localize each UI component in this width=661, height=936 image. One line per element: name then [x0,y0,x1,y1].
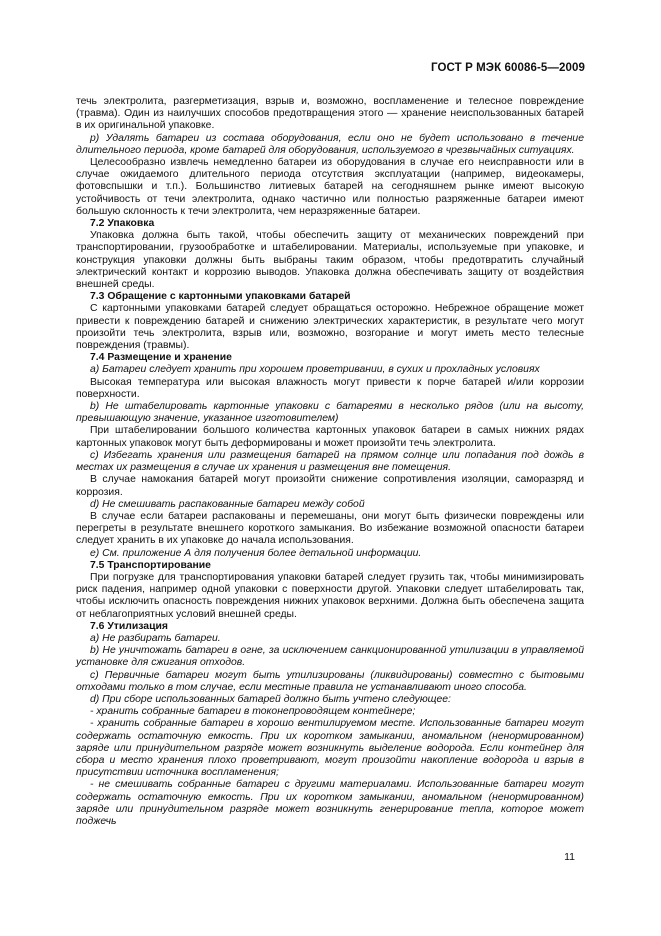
section-heading: 7.3 Обращение с картонными упаковками батарей [90,291,351,303]
paragraph: В случае если батареи распакованы и перемешаны, они могут быть физически повреждены или перегреты в результате внешнего короткого замыкания. Во избежание возможной опасности батареи следует хранить в их упаковке до начала использования. [76,510,584,547]
paragraph: Целесообразно извлечь немедленно батареи из оборудования в случае его неисправности или в случае ожидаемого длительного периода отсутствия эксплуатации (например, видеокамеры, фотовспышки и т.п.). Большинство литиевых батарей на сегодняшнем рынке имеют высокую устойчивость от течи электролита, однако частично или полностью разряженные батареи имеют большую склонность к течи электролита, чем неразряженные батареи. [76,157,584,217]
list-item: d) При сборе использованных батарей должно быть учтено следующее: [90,693,451,705]
section-heading: 7.6 Утилизация [90,620,168,632]
section-heading: 7.2 Упаковка [90,218,155,230]
list-item: - не смешивать собранные батареи с другими материалами. Использованные батареи могут содержать остаточную емкость. При их коротком замыкании, аномальном (ненормированном) заряде или принудительном разряде может возникнуть генерирование тепла, которое может поджечь [76,779,584,827]
paragraph: В случае намокания батарей могут произойти снижение сопротивления изоляции, саморазряд и коррозия. [76,474,584,498]
paragraph: течь электролита, разгерметизация, взрыв и, возможно, воспламенение и телесное повреждение (травма). Один из наилучших способов предотвращения этого — хранение неиспользованных батарей в их оригинальной упаковке. [76,96,584,132]
list-item: - хранить собранные батареи в токонепроводящем контейнере; [90,706,416,718]
list-item: a) Не разбирать батареи. [90,632,221,644]
paragraph: При погрузке для транспортирования упаковки батарей следует грузить так, чтобы минимизировать риск падения, например одной упаковки с поверхности другой. Упаковки следует штабелировать так, чтобы исключить опасность повреждения нижних упаковок верхними. Должна быть обеспечена защита от неблагоприятных условий внешней среды. [76,571,584,620]
section-heading: 7.5 Транспортирование [90,559,211,571]
list-item: b) Не штабелировать картонные упаковки с батареями в несколько рядов (или на высоту, превышающую значение, указанное изготовителем) [76,401,584,425]
list-item: c) Первичные батареи могут быть утилизированы (ликвидированы) совместно с бытовыми отходами только в том случае, если местные правила не устанавливают иного способа. [76,669,584,693]
list-item: e) См. приложение А для получения более детальной информации. [90,547,422,559]
document-header-code: ГОСТ Р МЭК 60086-5—2009 [431,62,585,74]
paragraph: С картонными упаковками батарей следует обращаться осторожно. Небрежное обращение может привести к повреждению батарей и снижению электрических характеристик, в результате чего могут произойти течь электролита, взрыв или, возможно, возгорание и могут иметь место телесные повреждения (травмы). [76,303,584,352]
list-item: d) Не смешивать распакованные батареи между собой [90,498,365,510]
list-item: b) Не уничтожать батареи в огне, за исключением санкционированной утилизации в управляемой установке для сжигания отходов. [76,645,584,669]
paragraph: Упаковка должна быть такой, чтобы обеспечить защиту от механических повреждений при транспортировании, грузообработке и штабелировании. Материалы, используемые при упаковке, и конструкция упаковки должны быть выбраны таким образом, чтобы предотвратить случайный электрический контакт и коррозию выводов. Упаковка должна обеспечивать защиту от воздействия внешней среды. [76,230,584,291]
paragraph: При штабелировании большого количества картонных упаковок батареи в самых нижних рядах картонных упаковок могут быть деформированы и может произойти течь электролита. [76,425,584,449]
list-item: p) Удалять батареи из состава оборудования, если оно не будет использовано в течение длительного периода, кроме батарей для оборудования, используемого в чрезвычайных ситуациях. [76,132,584,156]
list-item: a) Батареи следует хранить при хорошем проветривании, в сухих и прохладных условиях [90,364,540,376]
list-item: c) Избегать хранения или размещения батарей на прямом солнце или попадания под дождь в местах их размещения в случае их хранения и размещения вне помещения. [76,449,584,474]
page-number: 11 [564,851,575,863]
document-body [76,96,584,828]
paragraph: Высокая температура или высокая влажность могут привести к порче батарей и/или коррозии поверхности. [76,376,584,400]
section-heading: 7.4 Размещение и хранение [90,352,232,364]
list-item: - хранить собранные батареи в хорошо вентилируемом месте. Использованные батареи могут содержать остаточную емкость. При их коротком замыкании, аномальном (ненормированном) заряде или принудительном разряде может возникнуть выделение водорода. Если контейнер для сбора и место хранения плохо проветривают, могут произойти накопление водорода и взрыв в присутствии источника воспламенения; [76,718,584,779]
